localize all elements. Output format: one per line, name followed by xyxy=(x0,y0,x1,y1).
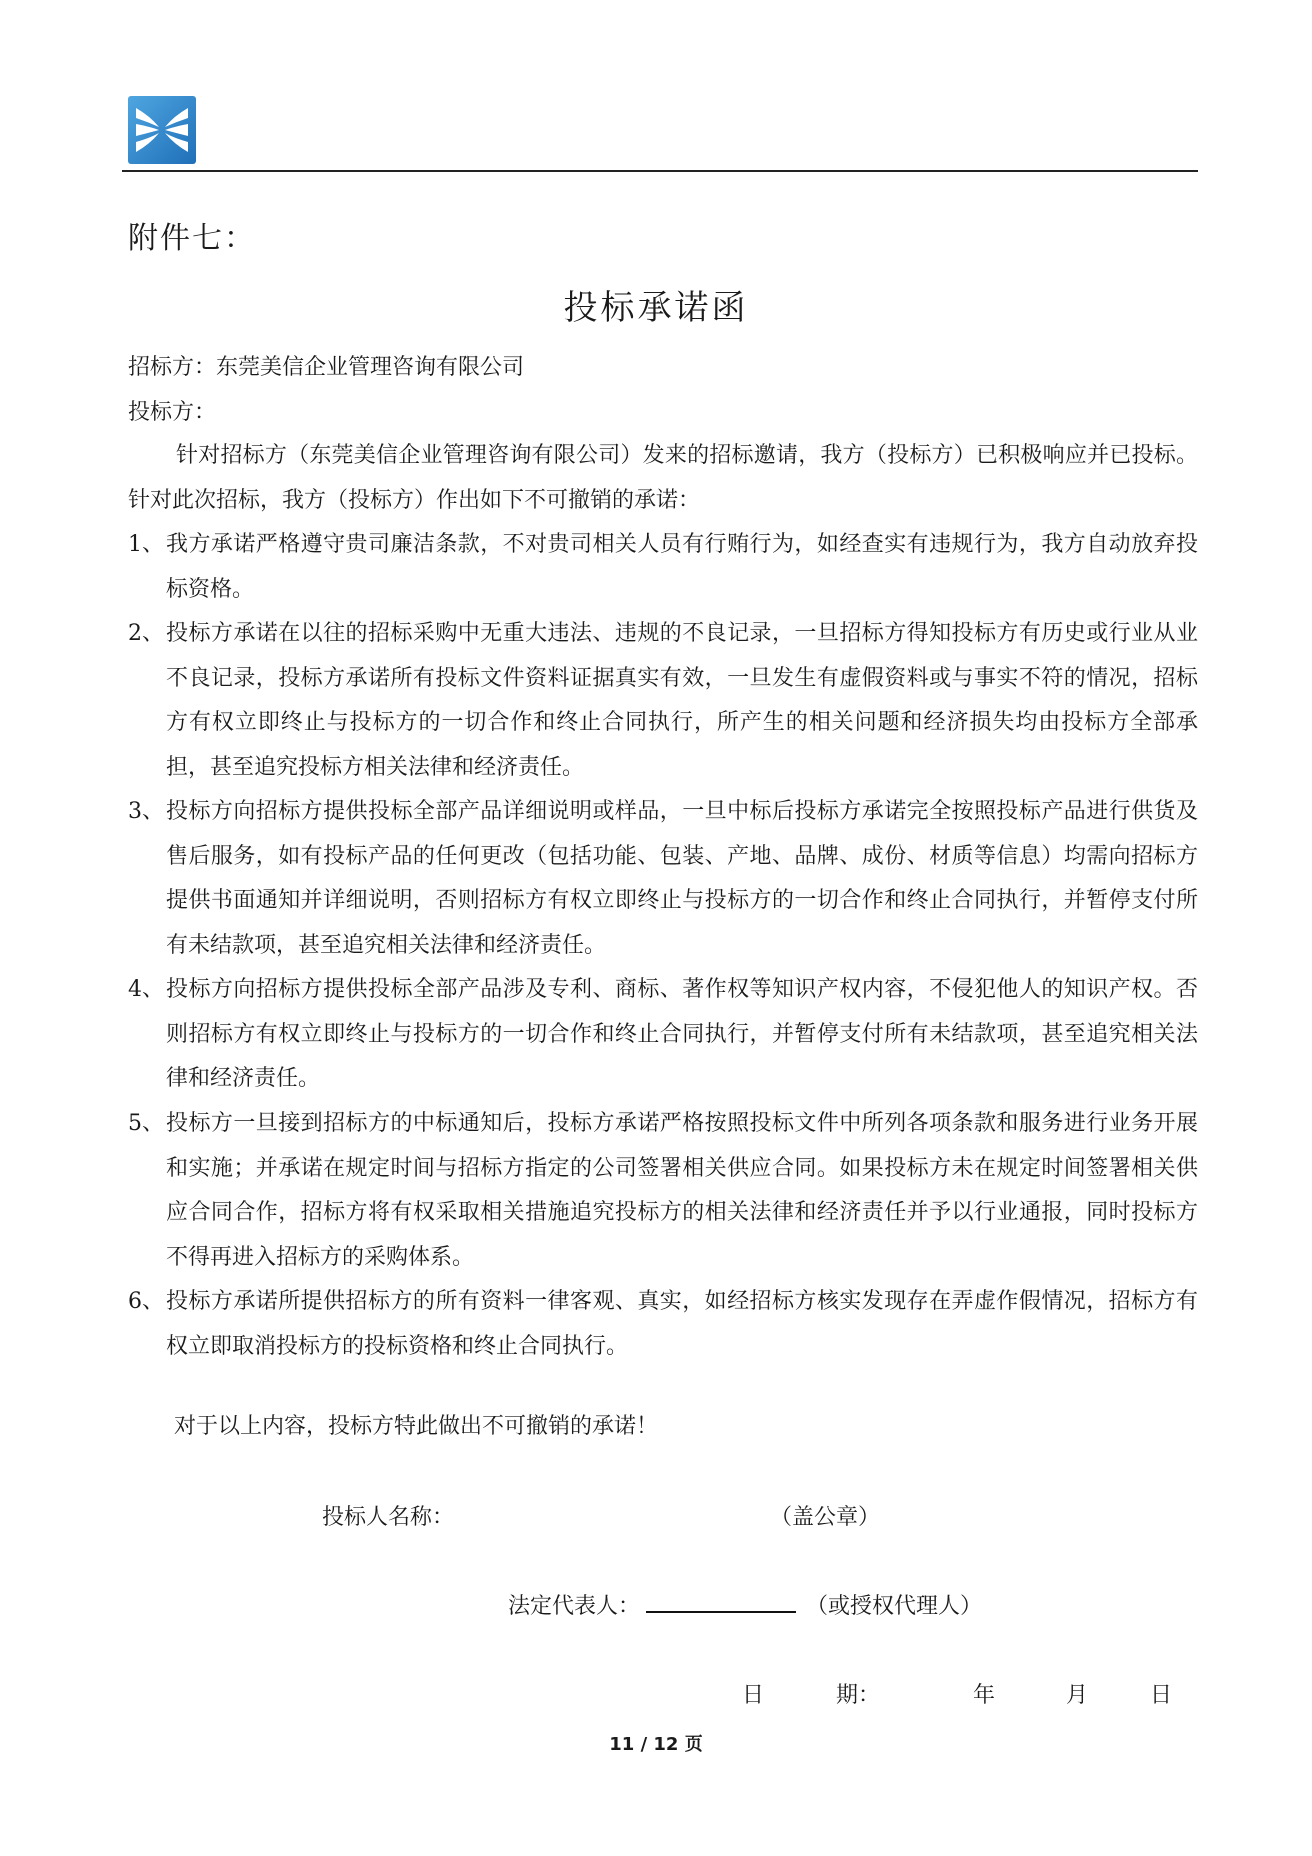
commitment-item xyxy=(128,968,1198,1102)
bidder-name-label: 投标人名称： xyxy=(322,1505,455,1530)
item-number: 4、 xyxy=(128,977,164,1002)
legal-rep-line xyxy=(508,1589,982,1620)
commitment-item xyxy=(128,1102,1198,1280)
tenderer-line: 招标方：东莞美信企业管理咨询有限公司 xyxy=(128,355,525,380)
seal-note: （盖公章） xyxy=(770,1505,881,1530)
date-label-qi: 期： xyxy=(836,1683,881,1708)
item-number: 5、 xyxy=(128,1111,164,1136)
header-rule xyxy=(122,170,1198,172)
date-month: 月 xyxy=(1066,1683,1089,1708)
date-year: 年 xyxy=(973,1683,996,1708)
item-text: 投标方向招标方提供投标全部产品涉及专利、商标、著作权等知识产权内容，不侵犯他人的知识产权。否则招标方有权立即终止与投标方的一切合作和终止合同执行，并暂停支付所有未结款项，甚至追究相关法律和经济责任。 xyxy=(166,977,1198,1091)
document-title: 投标承诺函 xyxy=(563,288,749,328)
bidder-line: 投标方： xyxy=(128,400,217,425)
commitment-item xyxy=(128,1280,1198,1369)
item-number: 2、 xyxy=(128,621,164,646)
page-number: 11 / 12 页 xyxy=(609,1734,703,1755)
item-text: 我方承诺严格遵守贵司廉洁条款，不对贵司相关人员有行贿行为，如经查实有违规行为，我方自动放弃投标资格。 xyxy=(166,532,1198,602)
date-day: 日 xyxy=(1150,1683,1173,1708)
closing-statement: 对于以上内容，投标方特此做出不可撤销的承诺！ xyxy=(174,1414,659,1439)
date-label-ri: 日 xyxy=(742,1683,765,1708)
item-number: 3、 xyxy=(128,799,164,824)
item-text: 投标方一旦接到招标方的中标通知后，投标方承诺严格按照投标文件中所列各项条款和服务进行业务开展和实施；并承诺在规定时间与招标方指定的公司签署相关供应合同。如果投标方未在规定时间签署相关供应合同合作，招标方将有权采取相关措施追究投标方的相关法律和经济责任并予以行业通报，同时投标方不得再进入招标方的采购体系。 xyxy=(166,1111,1198,1270)
intro-paragraph: 针对招标方（东莞美信企业管理咨询有限公司）发来的招标邀请，我方（投标方）已积极响应并已投标。针对此次招标，我方（投标方）作出如下不可撤销的承诺： xyxy=(128,443,1198,513)
item-number: 6、 xyxy=(128,1289,164,1314)
item-number: 1、 xyxy=(128,532,164,557)
commitment-item xyxy=(128,523,1198,612)
company-logo-icon xyxy=(128,96,196,164)
legal-rep-note: （或授权代理人） xyxy=(806,1594,983,1619)
legal-rep-label: 法定代表人： xyxy=(508,1594,641,1619)
commitment-item xyxy=(128,790,1198,968)
item-text: 投标方向招标方提供投标全部产品详细说明或样品，一旦中标后投标方承诺完全按照投标产品进行供货及售后服务，如有投标产品的任何更改（包括功能、包装、产地、品牌、成份、材质等信息）均需向招标方提供书面通知并详细说明，否则招标方有权立即终止与投标方的一切合作和终止合同执行，并暂停支付所有未结款项，甚至追究相关法律和经济责任。 xyxy=(166,799,1198,958)
annex-label: 附件七： xyxy=(128,221,256,256)
signature-blank-line xyxy=(646,1591,796,1613)
commitment-item xyxy=(128,612,1198,790)
item-text: 投标方承诺在以往的招标采购中无重大违法、违规的不良记录，一旦招标方得知投标方有历史或行业从业不良记录，投标方承诺所有投标文件资料证据真实有效，一旦发生有虚假资料或与事实不符的情况，招标方有权立即终止与投标方的一切合作和终止合同执行，所产生的相关问题和经济损失均由投标方全部承担，甚至追究投标方相关法律和经济责任。 xyxy=(166,621,1198,780)
item-text: 投标方承诺所提供招标方的所有资料一律客观、真实，如经招标方核实发现存在弄虚作假情况，招标方有权立即取消投标方的投标资格和终止合同执行。 xyxy=(166,1289,1198,1359)
